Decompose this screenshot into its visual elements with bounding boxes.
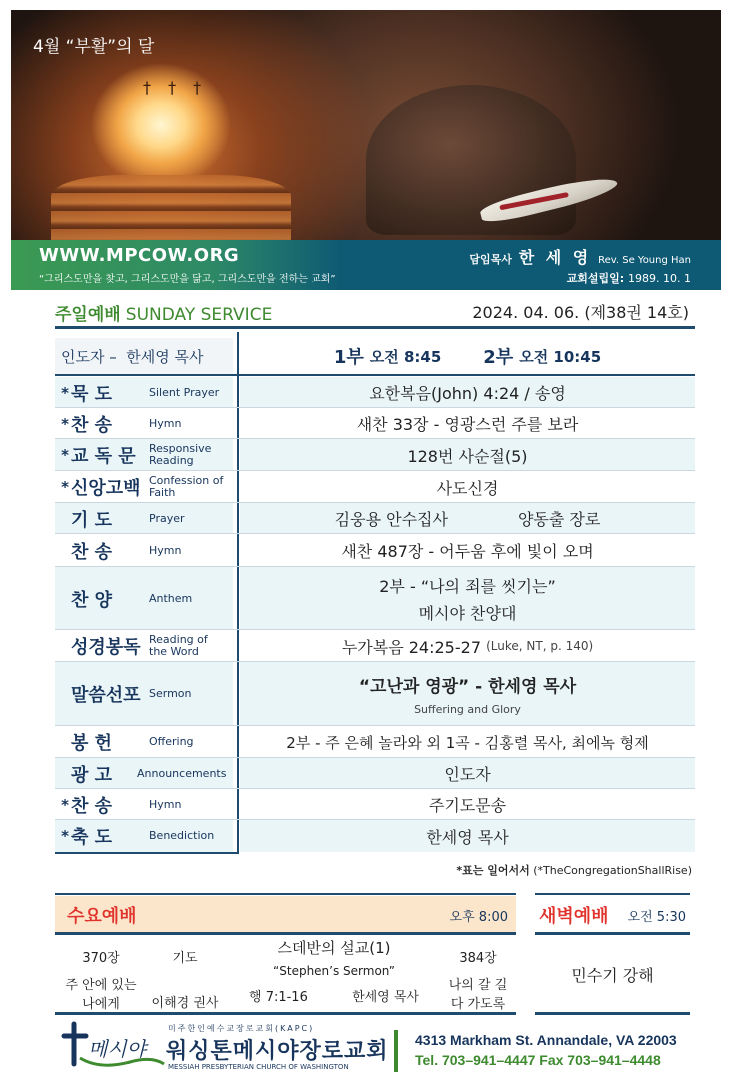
order-row-benediction: * 축 도 Benediction 한세영 목사	[55, 820, 695, 852]
senior-pastor: 담임목사 한 세 영 Rev. Se Young Han	[469, 248, 691, 267]
pastor-name: 한 세 영	[518, 248, 592, 267]
order-row-confession: * 신앙고백 Confession of Faith 사도신경	[55, 471, 695, 503]
church-logo-icon	[60, 1018, 170, 1072]
pastor-name-en: Rev. Se Young Han	[598, 255, 691, 266]
wednesday-time: 오후 8:00	[449, 910, 508, 925]
bulletin-date: 2024. 04. 06. (제38권 14호)	[472, 303, 689, 322]
order-row-hymn-2: 찬 송 Hymn 새찬 487장 - 어두움 후에 빛이 오며	[55, 534, 695, 567]
service-times	[240, 338, 695, 374]
sunday-service-header	[55, 300, 695, 328]
order-row-anthem: 찬 양 Anthem 2부 - “나의 죄를 씻기는” 메시야 찬양대	[55, 567, 695, 630]
church-name-en: MESSIAH PRESBYTERIAN CHURCH OF WASHINGTON	[168, 1063, 349, 1071]
order-row-hymn-3: * 찬 송 Hymn 주기도문송	[55, 789, 695, 820]
svg-text:메시야: 메시야	[88, 1037, 146, 1061]
service-1-time: 오전 8:45	[369, 347, 442, 366]
service-2-time: 오전 10:45	[519, 347, 602, 366]
leader-name: 한세영 목사	[126, 347, 204, 366]
church-phone[interactable]: Tel. 703–941–4447 Fax 703–941–4448	[415, 1052, 661, 1068]
order-row-prayer: 기 도 Prayer 김웅용 안수집사 양동출 장로	[55, 503, 695, 534]
leader-row: 인도자 – 한세영 목사 1부 오전 8:45 2부 오전 10:45	[55, 338, 695, 374]
wednesday-service-details	[55, 937, 516, 1011]
denomination: 미주한인예수교장로교회(KAPC)	[168, 1024, 315, 1033]
month-title: 4월 “부활”의 달	[33, 37, 155, 57]
website-link[interactable]: WWW.MPCOW.ORG	[39, 245, 240, 266]
church-address: 4313 Markham St. Annandale, VA 22003	[415, 1032, 677, 1048]
wednesday-hymn-2: 384장 나의 갈 길 다 가도록	[448, 951, 508, 1012]
hero-image	[11, 10, 721, 242]
sunday-title-en: SUNDAY SERVICE	[125, 305, 273, 325]
sermon-title: “고난과 영광” - 한세영 목사	[358, 677, 577, 697]
tomb-steps	[51, 175, 291, 242]
footer-divider	[394, 1030, 398, 1072]
dawn-service-header: 새벽예배 오전 5:30	[535, 896, 690, 932]
sermon-title-en: Suffering and Glory	[414, 703, 521, 716]
header-rule	[55, 326, 695, 329]
standing-note: *표는 일어서서 (*TheCongregationShallRise)	[456, 864, 692, 877]
dawn-time: 오전 5:30	[627, 910, 686, 925]
order-row-silent-prayer: * 묵 도 Silent Prayer 요한복음(John) 4:24 / 송영	[55, 377, 695, 408]
tomb-stone	[366, 85, 576, 235]
order-row-responsive-reading: * 교 독 문 Responsive Reading 128번 사순절(5)	[55, 439, 695, 471]
wednesday-prayer: 기도 이해경 권사	[151, 951, 219, 1011]
order-row-sermon: 말씀선포 Sermon “고난과 영광” - 한세영 목사 Suffering and Glory	[55, 662, 695, 726]
sunday-title-ko: 주일예배	[55, 305, 121, 325]
service-1-label: 1부	[333, 347, 364, 368]
dawn-service-details: 민수기 강해	[571, 965, 654, 985]
church-motto: “그리스도만을 찾고, 그리스도만을 닮고, 그리스도만을 전하는 교회”	[39, 274, 336, 285]
order-row-offering: 봉 헌 Offering 2부 - 주 은혜 놀라와 외 1곡 - 김홍렬 목사, 최에녹 형제	[55, 726, 695, 758]
service-2-label: 2부	[483, 347, 514, 368]
wednesday-service-header: 수요예배 오후 8:00	[55, 896, 516, 932]
order-row-announcements: 광 고 Announcements 인도자	[55, 758, 695, 789]
crosses-icon: † † †	[143, 78, 208, 97]
order-row-scripture: 성경봉독 Reading of the Word 누가복음 24:25-27 (Luke, NT, p. 140)	[55, 630, 695, 662]
church-banner	[11, 240, 721, 290]
wednesday-hymn-1: 370장 주 안에 있는 나에게	[65, 951, 137, 1012]
wednesday-sermon: 스데반의 설교(1) “Stephen’s Sermon” 행 7:1-16 한세영 목사	[249, 939, 419, 1005]
church-name: 워싱톤메시야장로교회	[166, 1039, 389, 1064]
order-row-hymn-1: * 찬 송 Hymn 새찬 33장 - 영광스런 주를 보라	[55, 408, 695, 439]
founded-date: 교회설립일: 1989. 10. 1	[566, 272, 691, 285]
